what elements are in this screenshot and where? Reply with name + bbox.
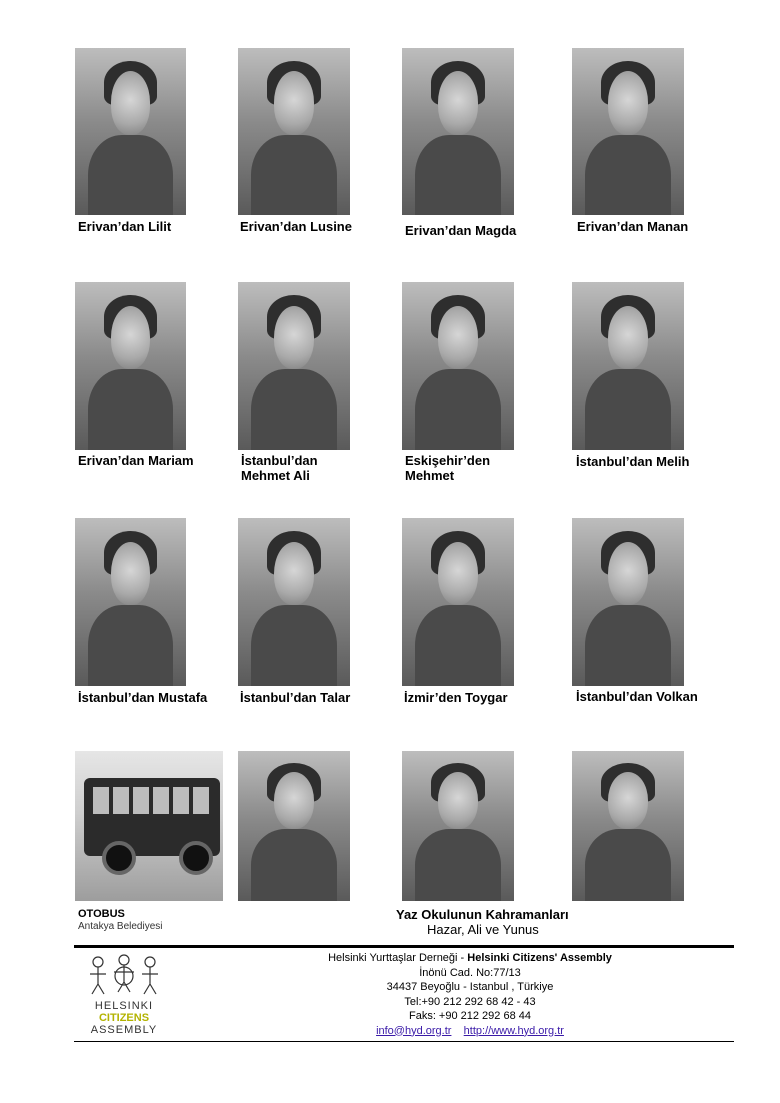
- photo-magda: [402, 48, 514, 215]
- footer-city: 34437 Beyoğlu - Istanbul , Türkiye: [386, 981, 554, 993]
- caption-manan: Erivan’dan Manan: [577, 219, 689, 234]
- photo-talar: [238, 518, 350, 686]
- photo-lilit: [75, 48, 186, 215]
- logo-line3: ASSEMBLY: [90, 1024, 158, 1036]
- footer-web-link[interactable]: http://www.hyd.org.tr: [463, 1024, 564, 1037]
- photo-mariam: [75, 282, 186, 450]
- photo-mehmet: [402, 282, 514, 450]
- footer-links: [260, 1024, 680, 1039]
- footer-email-link[interactable]: info@hyd.org.tr: [376, 1024, 452, 1037]
- caption-mariam: Erivan’dan Mariam: [78, 453, 194, 468]
- children-title: Yaz Okulunun Kahramanları: [396, 907, 569, 922]
- caption-lilit: Erivan’dan Lilit: [78, 219, 172, 234]
- photo-child-1: [238, 751, 350, 901]
- photo-manan: [572, 48, 684, 215]
- footer-tel: Tel:+90 212 292 68 42 - 43: [404, 995, 536, 1008]
- photo-mehmet-ali: [238, 282, 350, 450]
- logo-line1: HELSINKI: [94, 1000, 154, 1012]
- footer-bottom-rule: [74, 1041, 734, 1042]
- caption-toygar: İzmir’den Toygar: [404, 690, 508, 705]
- logo-line2: CITIZENS: [98, 1012, 150, 1024]
- hca-logo: [84, 950, 164, 1036]
- caption-melih: İstanbul’dan Melih: [576, 454, 690, 469]
- caption-bus-title: OTOBUS: [78, 908, 125, 920]
- children-subtitle: Hazar, Ali ve Yunus: [427, 922, 539, 937]
- footer-org-tr: Helsinki Yurttaşlar Derneği -: [328, 952, 468, 964]
- footer-fax: Faks: +90 212 292 68 44: [408, 1010, 531, 1022]
- caption-mehmet-ali-line2: Mehmet Ali: [241, 468, 310, 483]
- photo-melih: [572, 282, 684, 450]
- caption-volkan: İstanbul’dan Volkan: [576, 689, 698, 704]
- footer-org-line: [260, 951, 680, 966]
- caption-talar: İstanbul’dan Talar: [240, 690, 351, 705]
- footer-top-rule: [74, 945, 734, 948]
- caption-mustafa: İstanbul’dan Mustafa: [78, 690, 208, 705]
- caption-lusine: Erivan’dan Lusine: [240, 219, 352, 234]
- photo-mustafa: [75, 518, 186, 686]
- footer-org-en: Helsinki Citizens' Assembly: [467, 952, 612, 964]
- caption-magda: Erivan’dan Magda: [405, 223, 517, 238]
- photo-toygar: [402, 518, 514, 686]
- caption-mehmet-line1: Eskişehir’den: [405, 453, 491, 468]
- footer-street: İnönü Cad. No:77/13: [419, 966, 521, 979]
- footer-contact: [260, 951, 680, 1038]
- caption-mehmet-line2: Mehmet: [405, 468, 455, 483]
- photo-lusine: [238, 48, 350, 215]
- photo-child-2: [402, 751, 514, 901]
- caption-bus-subtitle: Antakya Belediyesi: [78, 921, 163, 932]
- photo-bus: [75, 751, 223, 901]
- photo-child-3: [572, 751, 684, 901]
- caption-mehmet-ali-line1: İstanbul’dan: [241, 453, 318, 468]
- photo-volkan: [572, 518, 684, 686]
